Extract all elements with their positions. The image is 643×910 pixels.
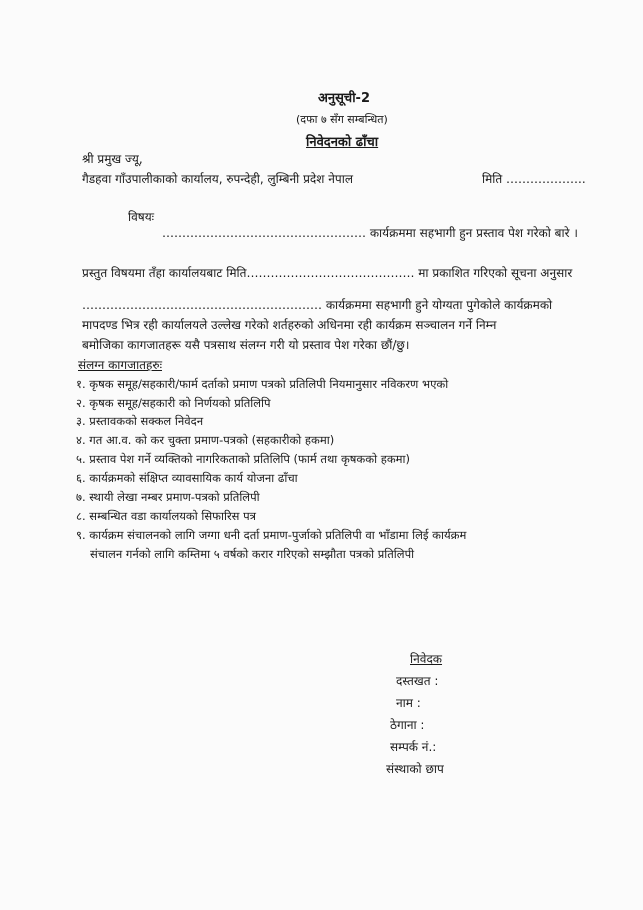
body-line-4: बमोजिका कागजातहरू यसै पत्रसाथ संलग्न गरी यो प्रस्ताव पेश गरेका छौं/छु। (82, 338, 410, 352)
address-label: ठेगाना : (390, 718, 425, 732)
attachment-item: ३. प्रस्तावकको सक्कल निवेदन (76, 414, 204, 428)
body-line-2: …………………………………………………… कार्यक्रममा सहभागी हुने योग्यता पुगेकोले कार्यक्रमको (82, 298, 553, 312)
applicant-heading: निवेदक (410, 652, 443, 666)
attachments-heading: संलग्न कागजातहरुः (78, 358, 162, 372)
attachment-item: २. कृषक समूह/सहकारी को निर्णयको प्रतिलिपि (76, 396, 271, 410)
contact-number-label: सम्पर्क नं.: (390, 740, 437, 754)
organization-stamp-label: संस्थाको छाप (386, 762, 444, 776)
attachment-item: ६. कार्यक्रमको संक्षिप्त व्यावसायिक कार्य योजना ढाँचा (76, 471, 298, 485)
subject-text: …………………………………………… कार्यक्रममा सहभागी हुन प्रस्ताव पेश गरेको बारे । (162, 226, 578, 240)
annex-title: अनुसूची-2 (318, 91, 370, 106)
attachment-item: ७. स्थायी लेखा नम्बर प्रमाण-पत्रको प्रतिलिपी (76, 490, 260, 504)
signature-label: दस्तखत : (396, 674, 439, 688)
attachment-item: ९. कार्यक्रम संचालनको लागि जग्गा धनी दर्ता प्रमाण-पुर्जाको प्रतिलिपी वा भाँडामा लिई कार्यक्रम (76, 528, 467, 542)
attachment-item: ५. प्रस्ताव पेश गर्ने व्यक्तिको नागरिकताको प्रतिलिपि (फार्म तथा कृषकको हकमा) (76, 452, 411, 466)
salutation: श्री प्रमुख ज्यू, (82, 152, 143, 166)
name-label: नाम : (396, 696, 421, 710)
date-field: मिति ……………….. (482, 172, 586, 186)
body-line-1: प्रस्तुत विषयमा तँहा कार्यालयबाट मिति…………………………………… मा प्रकाशित गरिएको सूचना अनुसार (82, 266, 573, 280)
attachment-item: १. कृषक समूह/सहकारी/फार्म दर्ताको प्रमाण पत्रको प्रतिलिपी नियमानुसार नविकरण भएको (76, 377, 449, 391)
attachment-item-continuation: संचालन गर्नको लागि कम्तिमा ५ वर्षको करार गरिएको सम्झौता पत्रको प्रतिलिपी (90, 547, 415, 561)
subject-label: विषयः (128, 210, 155, 224)
attachment-item: ८. सम्बन्धित वडा कार्यालयको सिफारिस पत्र (76, 509, 256, 523)
form-title: निवेदनको ढाँचा (306, 135, 379, 150)
attachment-item: ४. गत आ.व. को कर चुक्ता प्रमाण-पत्रको (सहकारीको हकमा) (76, 433, 335, 447)
office-address: गैडहवा गाँउपालीकाको कार्यालय, रुपन्देही, लुम्बिनी प्रदेश नेपाल (82, 172, 353, 186)
section-reference: (दफा ७ सँग सम्बन्धित) (296, 113, 388, 126)
body-line-3: मापदण्ड भित्र रही कार्यालयले उल्लेख गरेको शर्तहरुको अधिनमा रही कार्यक्रम सञ्चालन गर्ने निम्न (82, 318, 497, 332)
